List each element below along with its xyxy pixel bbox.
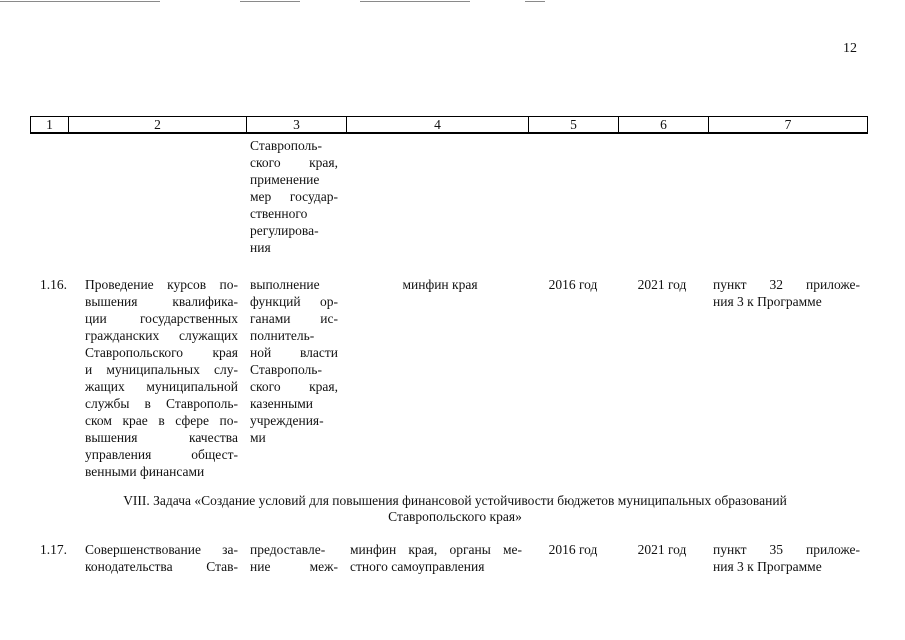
mechanism-cell: выполнение функций ор- ганами ис- полнитель- ной власти Ставрополь- ского края, казенными учреждения- ми [250,277,338,445]
page-number: 12 [843,41,857,56]
table-header-row [30,116,868,134]
header-col-5: 5 [529,117,619,132]
start-year-cell: 2016 год [548,277,598,292]
reference-cell: пункт 32 приложе- ния 3 к Программе [713,277,860,309]
scan-artifact-top [0,0,905,6]
header-col-1: 1 [31,117,69,132]
row-number: 1.17. [40,542,67,557]
start-year-cell: 2016 год [548,542,598,557]
header-col-7: 7 [784,117,792,132]
executor-cell: минфин края [402,277,478,292]
event-name-cell: Проведение курсов по- вышения квалифика- ции государственных гражданских служащих Ставропольского края и муниципальных слу- жащих муниципальной службы в Ставрополь- ском крае в сфере по- вышения качества управления общест- венными финансами [85,277,238,479]
end-year-cell: 2021 год [637,542,687,557]
header-col-4: 4 [347,117,529,132]
executor-cell: минфин края, органы ме- стного самоуправления [350,542,522,574]
header-col-2: 2 [69,117,247,132]
carry-over-cell: Ставрополь- ского края, применение мер государ- ственного регулирова- ния [250,138,338,255]
header-col-6: 6 [619,117,709,132]
header-col-3: 3 [247,117,347,132]
row-number: 1.16. [40,277,67,292]
event-name-cell: Совершенствование за- конодательства Став- [85,542,238,574]
end-year-cell: 2021 год [637,277,687,292]
mechanism-cell: предоставле- ние меж- [250,542,338,574]
task-heading: VIII. Задача «Создание условий для повышения финансовой устойчивости бюджетов муниципальных образований Ставропольского края» [123,493,787,524]
reference-cell: пункт 35 приложе- ния 3 к Программе [713,542,860,574]
